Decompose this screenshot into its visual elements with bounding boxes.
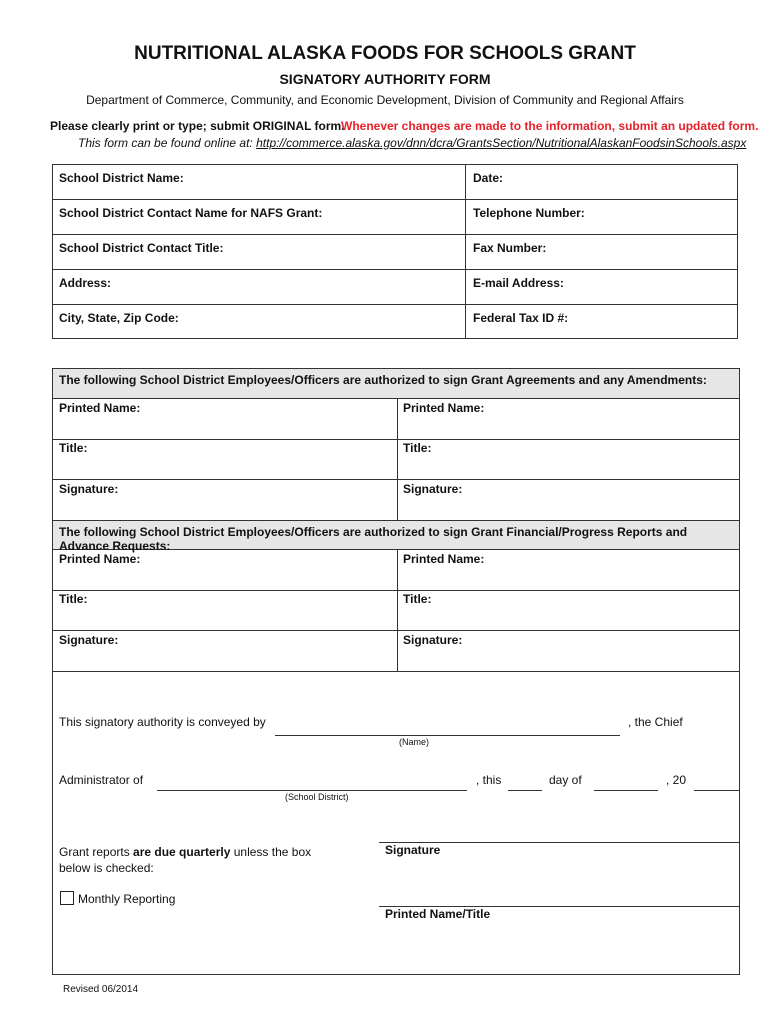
date-field[interactable]: Date: [473,171,504,185]
the-chief-text: , the Chief [628,715,683,729]
s1-printed-name-right[interactable]: Printed Name: [403,401,485,415]
fax-field[interactable]: Fax Number: [473,241,547,255]
s2-signature-left[interactable]: Signature: [59,633,119,647]
s1-signature-left[interactable]: Signature: [59,482,119,496]
conveyed-by-text: This signatory authority is conveyed by [59,715,266,729]
section2-header [53,520,739,553]
reports-line2: below is checked: [59,861,154,875]
s2-printed-name-left[interactable]: Printed Name: [59,552,141,566]
city-state-zip-field[interactable]: City, State, Zip Code: [59,311,179,325]
month-line[interactable] [594,790,658,791]
s1-signature-right[interactable]: Signature: [403,482,463,496]
update-warning: Whenever changes are made to the information, submit an updated form. [341,119,759,133]
this-text: , this [476,773,502,787]
row-line [53,590,739,591]
s2-title-right[interactable]: Title: [403,592,432,606]
day-of-text: day of [549,773,582,787]
printed-name-title-label: Printed Name/Title [385,907,491,921]
table-row [53,305,737,340]
reports-suffix: unless the box [230,845,312,859]
reports-text [59,845,311,859]
monthly-reporting-checkbox[interactable] [60,891,74,905]
row-line [53,439,739,440]
signatory-table [52,368,740,975]
address-field[interactable]: Address: [59,276,112,290]
school-district-line[interactable] [157,790,467,791]
form-url-link[interactable]: http://commerce.alaska.gov/dnn/dcra/GrantsSection/NutritionalAlaskanFoodsinSchools.aspx [256,136,747,150]
day-line[interactable] [508,790,542,791]
row-line [53,671,739,672]
school-district-caption: (School District) [285,792,349,802]
conveyor-name-line[interactable] [275,735,620,736]
monthly-reporting-label: Monthly Reporting [78,892,176,906]
form-subtitle: SIGNATORY AUTHORITY FORM [279,71,491,87]
s2-printed-name-right[interactable]: Printed Name: [403,552,485,566]
reports-prefix: Grant reports [59,845,134,859]
row-line [53,479,739,480]
s1-title-left[interactable]: Title: [59,441,88,455]
contact-title-field[interactable]: School District Contact Title: [59,241,224,255]
contact-name-field[interactable]: School District Contact Name for NAFS Grant: [59,206,323,220]
department-line: Department of Commerce, Community, and Economic Development, Division of Community and Regional Affairs [86,93,684,107]
year-prefix-text: , 20 [666,773,687,787]
s1-printed-name-left[interactable]: Printed Name: [59,401,141,415]
year-line[interactable] [694,790,740,791]
school-district-name-field[interactable]: School District Name: [59,171,184,185]
telephone-field[interactable]: Telephone Number: [473,206,585,220]
column-divider [397,550,398,671]
name-caption: (Name) [399,737,430,747]
reports-bold: are due quarterly [133,845,231,859]
section1-header-text: The following School District Employees/Officers are authorized to sign Grant Agreements and any Amendments: [59,373,707,387]
s2-signature-right[interactable]: Signature: [403,633,463,647]
online-line [78,136,746,150]
table-row [53,200,737,235]
s2-title-left[interactable]: Title: [59,592,88,606]
print-instruction: Please clearly print or type; submit ORIGINAL form. [50,119,345,133]
signature-label: Signature [385,843,441,857]
email-field[interactable]: E-mail Address: [473,276,564,290]
federal-tax-id-field[interactable]: Federal Tax ID #: [473,311,569,325]
administrator-of-text: Administrator of [59,773,144,787]
revised-date: Revised 06/2014 [63,984,139,995]
section2-header-text: The following School District Employees/Officers are authorized to sign Grant Financial/Progress Reports and Advance Requests: [59,525,688,553]
table-row [53,270,737,305]
section1-header [53,369,739,399]
s1-title-right[interactable]: Title: [403,441,432,455]
row-line [53,630,739,631]
table-row [53,165,737,200]
contact-info-table [52,164,738,339]
form-title: NUTRITIONAL ALASKA FOODS FOR SCHOOLS GRANT [134,43,636,64]
column-divider [397,399,398,520]
table-row [53,235,737,270]
online-prefix: This form can be found online at: [78,136,257,150]
